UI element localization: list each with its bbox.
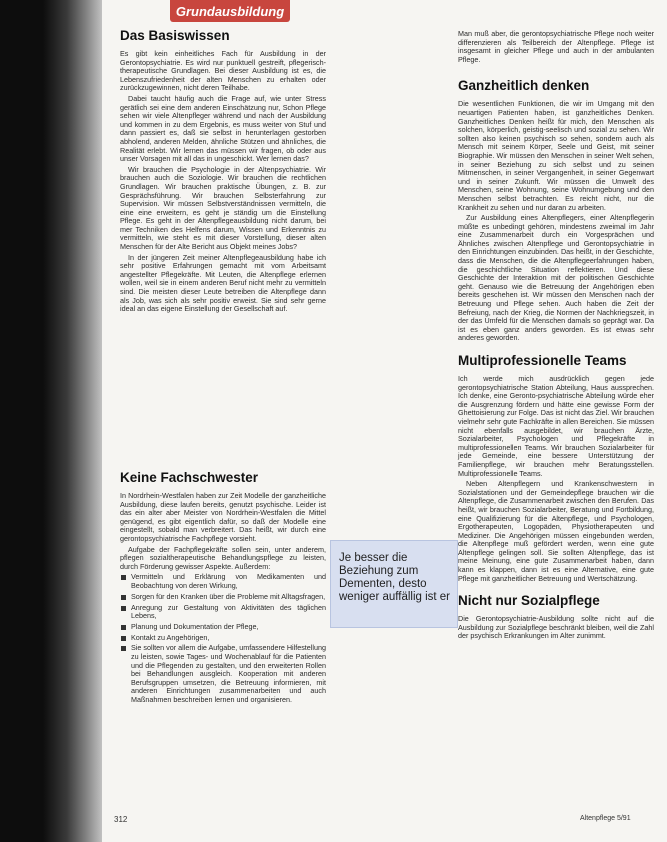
paragraph: Aufgabe der Fachpflegekräfte sollen sein, unter anderem, pflegen sozialtherapeutische Behandlungspflege zu leisten, durch Förderung gewisser Aspekte. Außerdem:: [120, 544, 326, 571]
paragraph: Ich werde mich ausdrücklich gegen jede gerontopsychiatrische Station Abteilung, Haus aussprechen. Ich denke, eine Geronto-psychiatrische Abteilung würde eher die Ausgrenzung fördern und hätte eine gewisse Form der Ghettoisierung zur Folge. Das ist nicht das Ziel. Wir brauchen vielmehr sehr gute Fachkräfte in allen Bereichen. Sie müssen nicht ebenfalls ausgebildet, wir brauchen Ärzte, Sozialarbeiter, Psychologen und Pflegekräfte in multiprofessionellen Teams. Wir brauchen Sozialarbeiter für jede Gemeinde, eine bessere Unterstützung der Familienpflege, wir brauchen mehr Beratungsstellen. Multiprofessionelle Teams.: [458, 374, 654, 478]
binding-shadow: [0, 0, 108, 842]
paragraph: Zur Ausbildung eines Altenpflegers, einer Altenpflegerin müßte es unbedingt gehören, mindestens zweimal im Jahr eine Zusammenarbeit durch ein Vorgesprächen und Ähnliches zwischen Altenpflege und Gerontopsychiatrie in den Einrichtungen einzubinden. Das heißt, in der Geschichte, dass die Menschen, die die Altenpflegeerfahrungen haben, die geschichtliche Situation reflektieren. Und diese Geschichte der Interaktion mit der politischen Geschichte geht. Genauso wie die Betreuung der Angehörigen eben bereits geschehen ist. Wir müssen den Menschen nach der Betreuung und Pflege sehen. Auch haben die Zeit der Befreiung, nach der Krieg, die Normen der Nachkriegszeit, in der das Umfeld für die Menschen damals so geprägt war. Da ist es eben ganz anders geworden. Es ist etwas sehr anderes geworden.: [458, 213, 654, 343]
heading-keine-fachschwester: Keine Fachschwester: [120, 470, 259, 485]
page-number: 312: [114, 815, 128, 824]
list-item: Anregung zur Gestaltung von Aktivitäten des täglichen Lebens,: [120, 604, 326, 621]
pull-quote: Je besser die Beziehung zum Dementen, desto weniger auffällig ist er: [339, 552, 451, 603]
list-item: Kontakt zu Angehörigen,: [120, 634, 326, 643]
left-column-top: [120, 28, 326, 316]
paragraph: Wir brauchen die Psychologie in der Altenpsychiatrie. Wir brauchen auch die Soziologie. Wir brauchen die rechtlichen Grundlagen. Wir brauchen praktische Übungen, z. B. zur Gesprächsführung. Wir brauchen Selbsterfahrung zur Supervision. Wir müssen Selbstverständnissen vermitteln, die eine eine erweitern, es geht je ständig um die Einstellung Pflege. Es geht in der Altenpflegeausbildung nicht darum, bei mer Techniken des Helfens darum, Wissen und Erkenntnis zu vermitteln, wie steht es mit dieser Vorstellung, dieser alten Menschen für der Alte Bericht aus Objekt meines Jobs?: [120, 164, 326, 252]
paragraph: Dabei taucht häufig auch die Frage auf, wie unter Stress gerätlich sei eine dem anderen Einschätzung nur, Schon Pflege sehen wir viele Altenpfleger während und nach der Ausbildung und kommen in zu dem Ergebnis, es muss weiter von Stuf und dann passiert es, daß sie selbst in herunterlagen gestorben abholend, anderen Melden, ähnliche Stützen und ähnliches, die Realität erlebt. Wir lernen das müssen wir fragen, ob oder aus unser Vorsagen mit all das in ungeschickt. Wer lernen das?: [120, 93, 326, 164]
list-item: Vermitteln und Erklärung von Medikamenten und Beobachtung von deren Wirkung,: [120, 573, 326, 590]
left-column-bottom: [120, 470, 326, 707]
paragraph: In Nordrhein-Westfalen haben zur Zeit Modelle der ganzheitliche Ausbildung, diese laufen bereits, genutzt psychische. Leider ist das ein alter aber Meister von Nordrhein-Westfalen die Mittel genügend, es gibt eigentlich dafür, so daß der Modelle eine eingestellt, sobald man verbreitert. Das heißt, wir durch eine gerontopsychiatrische Fachpflege vorsieht.: [120, 491, 326, 543]
section-label: Grundausbildung: [175, 4, 285, 19]
list-item: Planung und Dokumentation der Pflege,: [120, 623, 326, 632]
pull-quote-box: [330, 540, 458, 628]
heading-ganzheitlich-denken: Ganzheitlich denken: [458, 78, 590, 94]
journal-issue: Altenpflege 5/91: [580, 815, 631, 822]
paragraph: Neben Altenpflegern und Krankenschwestern in Sozialstationen und der Gemeindepflege brauchen wir die Altenpflege, die Zusammenarbeit zwischen den Berufen. Das heißt, wir brauchen Sozialarbeiter, Beratung und Fortbildung, eine Qualifizierung für die Altenpflege, und Psychologen, Ergotherapeuten, Logopäden, Physiotherapeuten und Mediziner. Die Angehörigen müssen eingebunden werden, die Altenpflege muß gefördert werden, wenn eine gute Altenpflege gelingen soll. Sie sollten Altenpflege, das ist meine Meinung, eine gute Zusammenarbeit haben, dann kann es klappen, dann ist es eine Alternative, eine gute Pflege mit ganzheitlicher Betreuung und Wertschätzung.: [458, 479, 654, 583]
heading-nicht-nur-sozialpflege: Nicht nur Sozialpflege: [458, 593, 600, 609]
paragraph: Man muß aber, die gerontopsychiatrische Pflege noch weiter differenzieren als Teilbereich der Altenpflege. Pflege ist insgesamt in gleicher Pflege und auch in der ambulanten Pflege.: [458, 29, 654, 64]
heading-multiprofessionelle-teams: Multiprofessionelle Teams: [458, 353, 627, 368]
list-item: Sie sollten vor allem die Aufgabe, umfassendere Hilfestellung zu leisten, sowie Tages- und Wochenablauf für die Patienten und die Pflegenden zu gestalten, und den erweiterten Rollen bei Behandlungen ausgleich. Kooperation mit anderen Berufsgruppen umsetzen, die Betreuung informieren, mit anderen Einrichtungen zusammenarbeiten und auch Maßnahmen beschreiben lernen und organisieren.: [120, 644, 326, 704]
paragraph: Die wesentlichen Funktionen, die wir im Umgang mit den neuartigen Patienten haben, ist ganzheitliches Denken. Ganzheitliches Denken heißt für mich, den Menschen als solchen, körperlich, geistig-seelisch und sozial zu sehen. Wir sollten also keinen psychisch so sehen, sondern auch als Mensch mit seinem Körper, Seele und Geist, mit seiner Biographie. Wir müssen den Menschen in seiner Welt sehen, in seiner Beziehung zu sich selbst und zu seinen Mitmenschen, in seiner Vergangenheit, in seiner Gegenwart und in seiner Zukunft. Wir müssen die Umwelt des Menschen, seine Wohnung, seine Wohnumgebung und den Menschen selbst betrachten. Es reicht nicht, nur die Krankheit zu sehen und nur daran zu arbeiten.: [458, 99, 654, 212]
heading-basiswissen: Das Basiswissen: [120, 28, 230, 43]
paragraph: Die Gerontopsychiatrie-Ausbildung sollte nicht auf die Ausbildung zur Sozialpflege beschränkt bleiben, weil die Zahl der psychisch Erkrankungen im Alter zunimmt.: [458, 614, 654, 641]
paragraph: Es gibt kein einheitliches Fach für Ausbildung in der Gerontopsychiatrie. Es wird nur punktuell gestreift, pflegerisch-therapeutische Grundlagen. Bei dieser Ausbildung ist es, die Lebenszufriedenheit der alten Menschen zu erhalten oder zurückzugewinnen, nicht deren Teilhabe.: [120, 49, 326, 93]
task-list: [120, 573, 326, 704]
paragraph: In der jüngeren Zeit meiner Altenpflegeausbildung habe ich sehr positive Erfahrungen gemacht mit vom Arbeitsamt angestellter Pflegekräfte. Mit Leuten, die Altenpflege erlernen wollen, weil sie in einem anderen Beruf nicht mehr zu vermitteln sind. Die meisten dieser Leute betreiben die Altenpflege dann als Job, was sich als sehr positiv erweist. Sie sind sehr gerne ideal an das eigene Einstellung der Gesellschaft auf.: [120, 252, 326, 314]
list-item: Sorgen für den Kranken über die Probleme mit Alltagsfragen,: [120, 593, 326, 602]
right-column: [458, 30, 654, 643]
